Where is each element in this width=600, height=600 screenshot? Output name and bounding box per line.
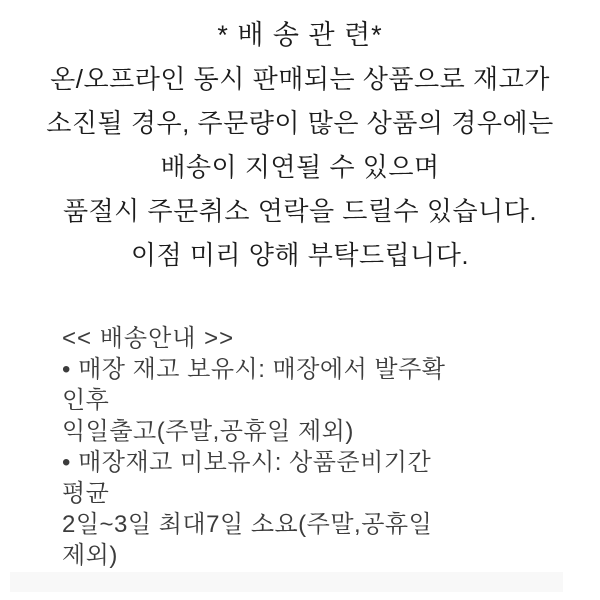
shipping-guide-line: 평균 [62,480,110,507]
shipping-notice-line: 온/오프라인 동시 판매되는 상품으로 재고가 [50,64,550,94]
shipping-notice-line: 배송이 지연될 수 있으며 [160,152,440,182]
shipping-notice-section [0,0,600,277]
shipping-guide-line: 인후 [62,387,110,414]
shipping-guide-line: • 매장재고 미보유시: 상품준비기간 [62,449,432,476]
shipping-guide-section [0,323,600,571]
shipping-guide-line: • 매장 재고 보유시: 매장에서 발주확 [62,356,446,383]
shipping-guide-line: 2일~3일 최대7일 소요(주말,공휴일 [62,511,433,538]
shipping-guide-heading: << 배송안내 >> [62,325,235,352]
shipping-notice-line: 이점 미리 양해 부탁드립니다. [130,240,470,270]
divider-band [10,572,563,592]
shipping-guide-line: 익일출고(주말,공휴일 제외) [62,418,354,445]
shipping-notice-title: * 배 송 관 련* [217,20,383,50]
shipping-notice-line: 소진될 경우, 주문량이 많은 상품의 경우에는 [46,108,554,138]
shipping-guide-line: 제외) [62,542,118,569]
shipping-notice-line: 품절시 주문취소 연락을 드릴수 있습니다. [62,196,538,226]
